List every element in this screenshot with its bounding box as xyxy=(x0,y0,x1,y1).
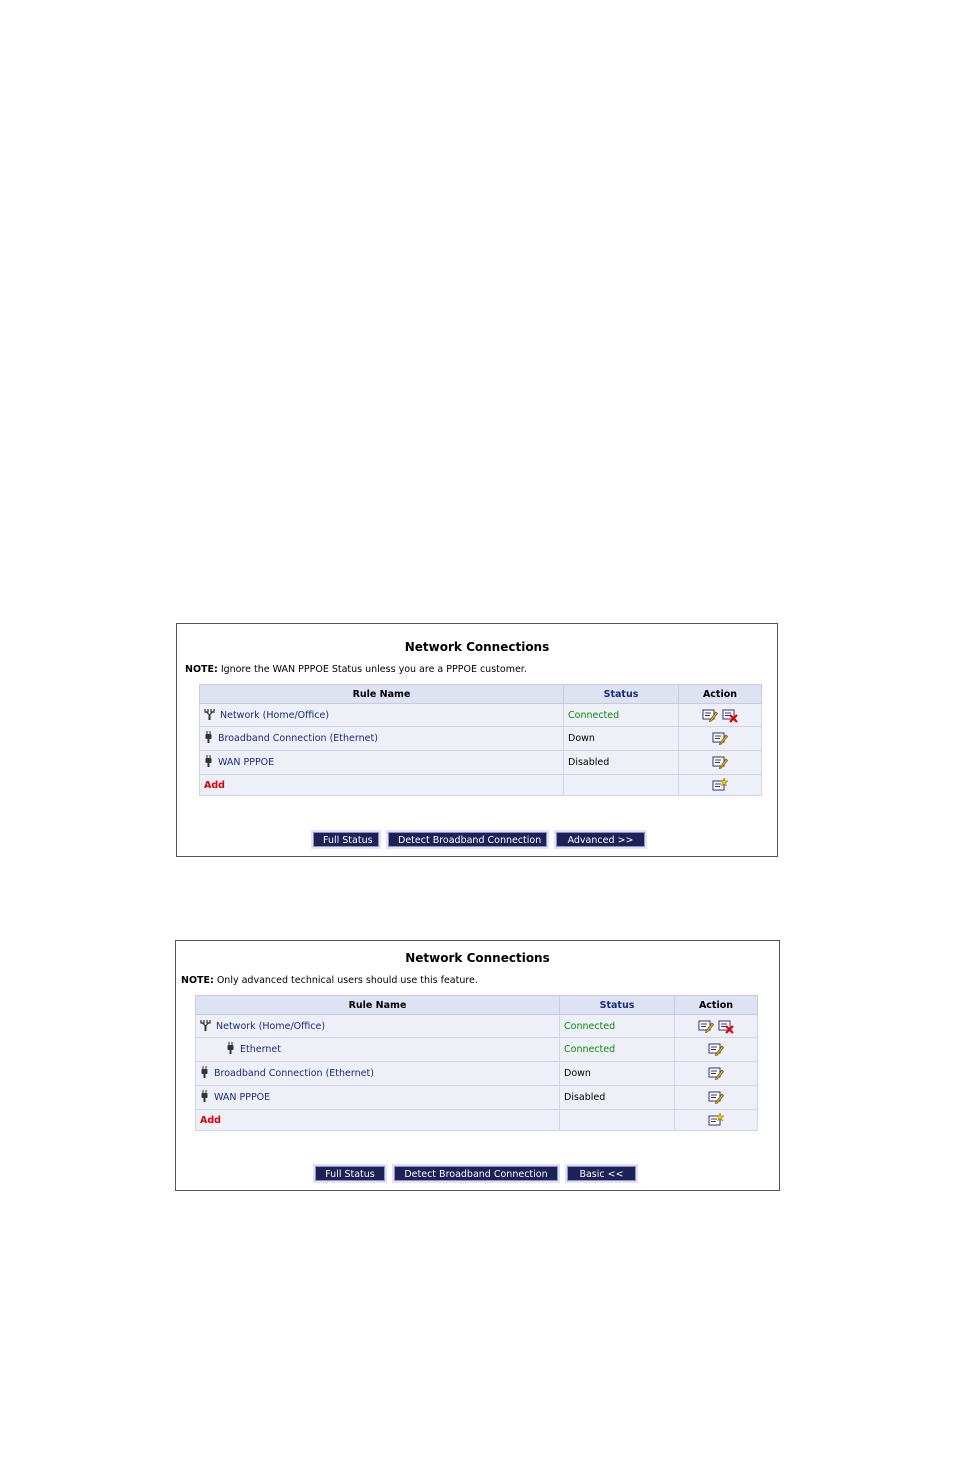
table-row xyxy=(200,751,762,775)
advanced-button[interactable]: Advanced >> xyxy=(556,832,645,847)
table-row xyxy=(196,1062,758,1086)
table-row-add xyxy=(196,1110,758,1131)
network-bridge-icon xyxy=(204,707,216,721)
action-cell xyxy=(679,751,762,775)
connections-table xyxy=(195,995,758,1131)
connection-plug-icon xyxy=(200,1065,210,1079)
rule-link-broadband-connection[interactable]: Broadband Connection (Ethernet) xyxy=(218,733,378,744)
detect-broadband-button[interactable]: Detect Broadband Connection xyxy=(388,832,547,847)
status-cell-empty xyxy=(564,775,679,796)
note-text: Only advanced technical users should use this feature. xyxy=(213,975,478,986)
rule-link-network-home-office[interactable]: Network (Home/Office) xyxy=(216,1020,326,1032)
rule-name-cell xyxy=(196,1038,560,1062)
note xyxy=(185,664,527,675)
network-connections-basic-panel xyxy=(176,623,778,857)
table-row xyxy=(200,704,762,727)
status-header: Status xyxy=(564,685,679,704)
button-row xyxy=(315,1166,636,1181)
edit-icon[interactable] xyxy=(712,755,728,770)
status-cell: Connected xyxy=(560,1015,675,1038)
rule-link-ethernet[interactable]: Ethernet xyxy=(240,1044,281,1055)
add-icon[interactable] xyxy=(708,1113,724,1127)
add-cell xyxy=(196,1110,560,1131)
status-cell: Connected xyxy=(560,1038,675,1062)
action-header: Action xyxy=(675,996,758,1015)
rule-name-cell xyxy=(196,1086,560,1110)
note-text: Ignore the WAN PPPOE Status unless you are a PPPOE customer. xyxy=(217,664,527,675)
rule-name-cell xyxy=(196,1062,560,1086)
status-header: Status xyxy=(560,996,675,1015)
table-row xyxy=(196,1086,758,1110)
edit-icon[interactable] xyxy=(708,1090,724,1105)
rule-link-broadband-connection[interactable]: Broadband Connection (Ethernet) xyxy=(214,1068,374,1079)
rule-name-cell xyxy=(200,704,564,727)
status-cell-empty xyxy=(560,1110,675,1131)
network-connections-advanced-panel xyxy=(175,940,780,1191)
rule-name-header: Rule Name xyxy=(196,996,560,1015)
add-link[interactable]: Add xyxy=(204,779,225,791)
action-header: Action xyxy=(679,685,762,704)
connections-table xyxy=(199,684,762,796)
table-row xyxy=(196,1038,758,1062)
action-cell xyxy=(675,1062,758,1086)
add-link[interactable]: Add xyxy=(200,1114,221,1126)
note-label: NOTE: xyxy=(185,664,218,675)
network-bridge-icon xyxy=(200,1018,212,1032)
edit-icon[interactable] xyxy=(708,1042,724,1057)
status-cell: Connected xyxy=(564,704,679,727)
panel-title: Network Connections xyxy=(405,951,550,965)
action-cell xyxy=(675,1086,758,1110)
connection-plug-icon xyxy=(200,1089,210,1103)
delete-icon[interactable] xyxy=(722,708,738,723)
connection-plug-icon xyxy=(204,754,214,768)
action-cell xyxy=(675,1015,758,1038)
panel-title: Network Connections xyxy=(404,640,550,654)
note-label: NOTE: xyxy=(181,975,214,986)
rule-link-network-home-office[interactable]: Network (Home/Office) xyxy=(220,709,330,721)
status-cell: Disabled xyxy=(564,751,679,775)
status-cell: Down xyxy=(560,1062,675,1086)
edit-icon[interactable] xyxy=(698,1019,714,1034)
action-cell xyxy=(679,775,762,796)
connection-plug-icon xyxy=(204,730,214,744)
rule-link-wan-pppoe[interactable]: WAN PPPOE xyxy=(214,1092,271,1103)
rule-name-cell xyxy=(200,727,564,751)
basic-button[interactable]: Basic << xyxy=(567,1166,636,1181)
add-cell xyxy=(200,775,564,796)
action-cell xyxy=(675,1110,758,1131)
action-cell xyxy=(679,727,762,751)
rule-name-cell xyxy=(200,751,564,775)
action-cell xyxy=(679,704,762,727)
rule-name-header: Rule Name xyxy=(200,685,564,704)
action-cell xyxy=(675,1038,758,1062)
status-cell: Down xyxy=(564,727,679,751)
button-row xyxy=(313,832,645,847)
table-header-row xyxy=(196,996,758,1015)
full-status-button[interactable]: Full Status xyxy=(315,1166,385,1181)
table-row xyxy=(200,727,762,751)
rule-name-cell xyxy=(196,1015,560,1038)
table-row-add xyxy=(200,775,762,796)
add-icon[interactable] xyxy=(712,778,728,792)
table-row xyxy=(196,1015,758,1038)
detect-broadband-button[interactable]: Detect Broadband Connection xyxy=(394,1166,558,1181)
rule-link-wan-pppoe[interactable]: WAN PPPOE xyxy=(218,757,275,768)
note xyxy=(181,975,478,986)
edit-icon[interactable] xyxy=(702,708,718,723)
table-header-row xyxy=(200,685,762,704)
full-status-button[interactable]: Full Status xyxy=(313,832,379,847)
delete-icon[interactable] xyxy=(718,1019,734,1034)
connection-plug-icon xyxy=(226,1041,236,1055)
edit-icon[interactable] xyxy=(712,731,728,746)
status-cell: Disabled xyxy=(560,1086,675,1110)
edit-icon[interactable] xyxy=(708,1066,724,1081)
